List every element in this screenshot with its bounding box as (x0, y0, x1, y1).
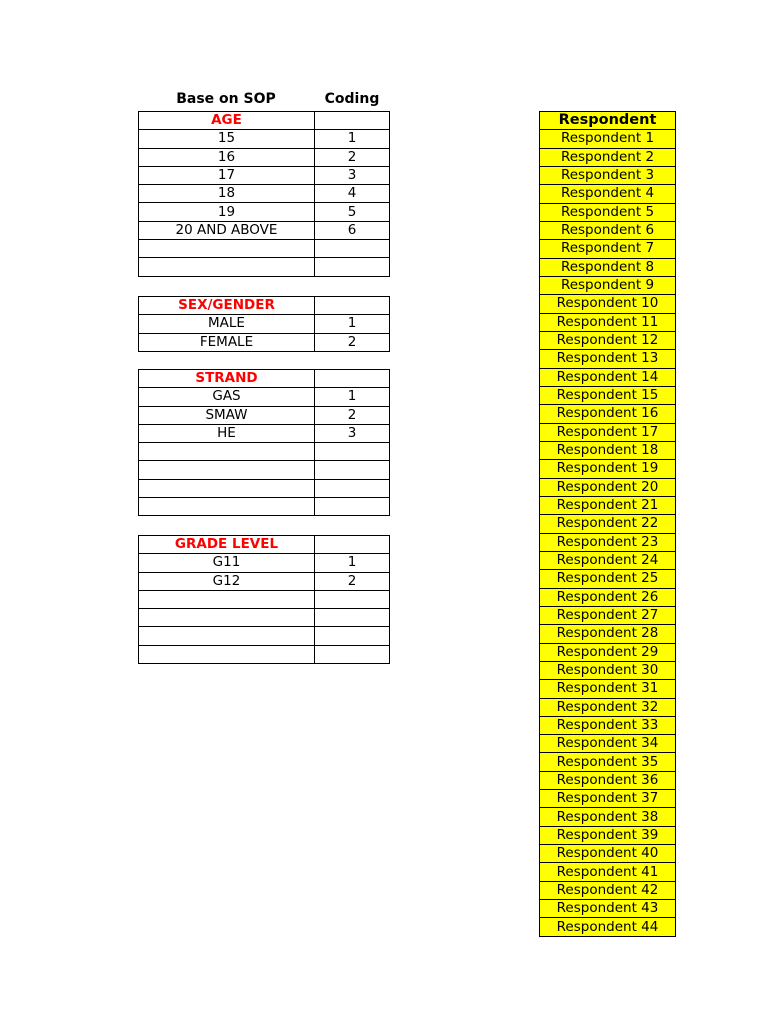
respondent-row (540, 515, 676, 533)
respondent-cell: Respondent 17 (540, 423, 676, 441)
respondent-cell: Respondent 15 (540, 386, 676, 404)
header-base-on-sop: Base on SOP (176, 91, 276, 107)
respondent-cell: Respondent 33 (540, 716, 676, 734)
table-row (139, 498, 390, 516)
code-cell: 2 (315, 148, 390, 166)
respondent-row (540, 606, 676, 624)
code-cell (315, 536, 390, 554)
label-cell: GAS (139, 388, 315, 406)
code-cell (315, 461, 390, 479)
table-row (139, 609, 390, 627)
code-cell: 4 (315, 185, 390, 203)
respondent-row (540, 405, 676, 423)
table-row (139, 388, 390, 406)
respondent-row (540, 918, 676, 936)
respondent-cell: Respondent 39 (540, 826, 676, 844)
respondent-row (540, 845, 676, 863)
label-cell (139, 609, 315, 627)
respondent-row (540, 771, 676, 789)
label-cell (139, 590, 315, 608)
code-cell (315, 112, 390, 130)
table-row (139, 406, 390, 424)
respondent-row (540, 753, 676, 771)
respondent-row (540, 368, 676, 386)
respondent-cell: Respondent 16 (540, 405, 676, 423)
table-row (139, 627, 390, 645)
table-row (139, 479, 390, 497)
respondent-row (540, 496, 676, 514)
label-cell (139, 645, 315, 663)
respondent-cell: Respondent 43 (540, 900, 676, 918)
label-cell (139, 498, 315, 516)
respondent-row (540, 478, 676, 496)
respondent-row (540, 166, 676, 184)
respondent-cell: Respondent 36 (540, 771, 676, 789)
code-cell: 2 (315, 406, 390, 424)
respondent-row (540, 881, 676, 899)
label-cell (139, 461, 315, 479)
label-cell: 17 (139, 166, 315, 184)
label-cell: SMAW (139, 406, 315, 424)
respondent-row (540, 900, 676, 918)
label-cell: 16 (139, 148, 315, 166)
respondent-row (540, 185, 676, 203)
respondent-cell: Respondent 29 (540, 643, 676, 661)
table-row (139, 315, 390, 333)
code-cell (315, 240, 390, 258)
respondent-cell: Respondent 21 (540, 496, 676, 514)
table-row (139, 461, 390, 479)
section-title-grade-level: GRADE LEVEL (139, 536, 315, 554)
code-cell (315, 370, 390, 388)
respondent-cell: Respondent 19 (540, 460, 676, 478)
table-row (139, 148, 390, 166)
respondent-cell: Respondent 13 (540, 350, 676, 368)
respondent-cell: Respondent 25 (540, 570, 676, 588)
sex-gender-table (138, 296, 390, 352)
label-cell (139, 258, 315, 276)
age-table (138, 111, 390, 277)
respondent-cell: Respondent 23 (540, 533, 676, 551)
table-row (139, 554, 390, 572)
label-cell (139, 627, 315, 645)
respondent-row (540, 863, 676, 881)
respondent-cell: Respondent 18 (540, 441, 676, 459)
table-row (139, 333, 390, 351)
table-row (139, 572, 390, 590)
respondent-cell: Respondent 35 (540, 753, 676, 771)
respondent-row (540, 240, 676, 258)
table-row (139, 590, 390, 608)
code-cell: 3 (315, 166, 390, 184)
respondent-cell: Respondent 31 (540, 680, 676, 698)
respondent-row (540, 295, 676, 313)
code-cell: 1 (315, 315, 390, 333)
code-cell: 6 (315, 221, 390, 239)
respondent-row (540, 698, 676, 716)
label-cell: G11 (139, 554, 315, 572)
respondent-cell: Respondent 2 (540, 148, 676, 166)
respondent-header-row (540, 112, 676, 130)
table-row (139, 166, 390, 184)
respondent-row (540, 221, 676, 239)
respondent-row (540, 625, 676, 643)
table-row (139, 185, 390, 203)
respondent-row (540, 790, 676, 808)
respondent-header: Respondent (540, 112, 676, 130)
respondent-row (540, 148, 676, 166)
code-cell: 5 (315, 203, 390, 221)
label-cell: 18 (139, 185, 315, 203)
label-cell: 15 (139, 130, 315, 148)
code-cell: 2 (315, 333, 390, 351)
respondent-table (539, 111, 676, 937)
respondent-cell: Respondent 5 (540, 203, 676, 221)
table-row (139, 240, 390, 258)
section-header-row (139, 112, 390, 130)
respondent-row (540, 588, 676, 606)
strand-table (138, 369, 390, 516)
code-cell: 3 (315, 424, 390, 442)
code-cell (315, 443, 390, 461)
respondent-cell: Respondent 24 (540, 551, 676, 569)
respondent-row (540, 808, 676, 826)
code-cell: 1 (315, 388, 390, 406)
respondent-row (540, 130, 676, 148)
code-cell: 2 (315, 572, 390, 590)
section-title-strand: STRAND (139, 370, 315, 388)
code-cell (315, 645, 390, 663)
respondent-cell: Respondent 11 (540, 313, 676, 331)
table-row (139, 130, 390, 148)
respondent-row (540, 826, 676, 844)
respondent-cell: Respondent 28 (540, 625, 676, 643)
section-header-row (139, 370, 390, 388)
respondent-cell: Respondent 14 (540, 368, 676, 386)
respondent-cell: Respondent 3 (540, 166, 676, 184)
respondent-row (540, 643, 676, 661)
label-cell: 19 (139, 203, 315, 221)
respondent-cell: Respondent 10 (540, 295, 676, 313)
code-cell: 1 (315, 554, 390, 572)
table-row (139, 203, 390, 221)
respondent-row (540, 533, 676, 551)
respondent-row (540, 570, 676, 588)
table-row (139, 443, 390, 461)
respondent-row (540, 350, 676, 368)
respondent-row (540, 716, 676, 734)
respondent-cell: Respondent 44 (540, 918, 676, 936)
respondent-cell: Respondent 1 (540, 130, 676, 148)
section-title-age: AGE (139, 112, 315, 130)
respondent-cell: Respondent 27 (540, 606, 676, 624)
table-row (139, 221, 390, 239)
respondent-cell: Respondent 41 (540, 863, 676, 881)
table-row (139, 645, 390, 663)
code-cell (315, 609, 390, 627)
respondent-row (540, 441, 676, 459)
grade-level-table (138, 535, 390, 664)
label-cell: FEMALE (139, 333, 315, 351)
respondent-row (540, 661, 676, 679)
respondent-cell: Respondent 34 (540, 735, 676, 753)
respondent-cell: Respondent 26 (540, 588, 676, 606)
respondent-cell: Respondent 40 (540, 845, 676, 863)
respondent-row (540, 460, 676, 478)
respondent-cell: Respondent 32 (540, 698, 676, 716)
respondent-cell: Respondent 6 (540, 221, 676, 239)
respondent-cell: Respondent 9 (540, 276, 676, 294)
label-cell: HE (139, 424, 315, 442)
respondent-row (540, 331, 676, 349)
label-cell: MALE (139, 315, 315, 333)
respondent-row (540, 735, 676, 753)
section-header-row (139, 297, 390, 315)
respondent-cell: Respondent 8 (540, 258, 676, 276)
code-cell (315, 498, 390, 516)
label-cell: 20 AND ABOVE (139, 221, 315, 239)
respondent-cell: Respondent 37 (540, 790, 676, 808)
respondent-row (540, 258, 676, 276)
respondent-row (540, 680, 676, 698)
respondent-row (540, 276, 676, 294)
respondent-cell: Respondent 12 (540, 331, 676, 349)
respondent-row (540, 203, 676, 221)
code-cell: 1 (315, 130, 390, 148)
section-header-row (139, 536, 390, 554)
respondent-cell: Respondent 42 (540, 881, 676, 899)
code-cell (315, 590, 390, 608)
section-title-sex-gender: SEX/GENDER (139, 297, 315, 315)
label-cell: G12 (139, 572, 315, 590)
code-cell (315, 479, 390, 497)
table-row (139, 258, 390, 276)
respondent-cell: Respondent 20 (540, 478, 676, 496)
label-cell (139, 240, 315, 258)
code-cell (315, 297, 390, 315)
code-cell (315, 258, 390, 276)
code-cell (315, 627, 390, 645)
header-coding: Coding (324, 91, 380, 107)
respondent-cell: Respondent 38 (540, 808, 676, 826)
respondent-cell: Respondent 4 (540, 185, 676, 203)
respondent-cell: Respondent 7 (540, 240, 676, 258)
table-row (139, 424, 390, 442)
respondent-row (540, 551, 676, 569)
label-cell (139, 479, 315, 497)
respondent-cell: Respondent 22 (540, 515, 676, 533)
respondent-cell: Respondent 30 (540, 661, 676, 679)
label-cell (139, 443, 315, 461)
respondent-row (540, 313, 676, 331)
respondent-row (540, 423, 676, 441)
respondent-row (540, 386, 676, 404)
